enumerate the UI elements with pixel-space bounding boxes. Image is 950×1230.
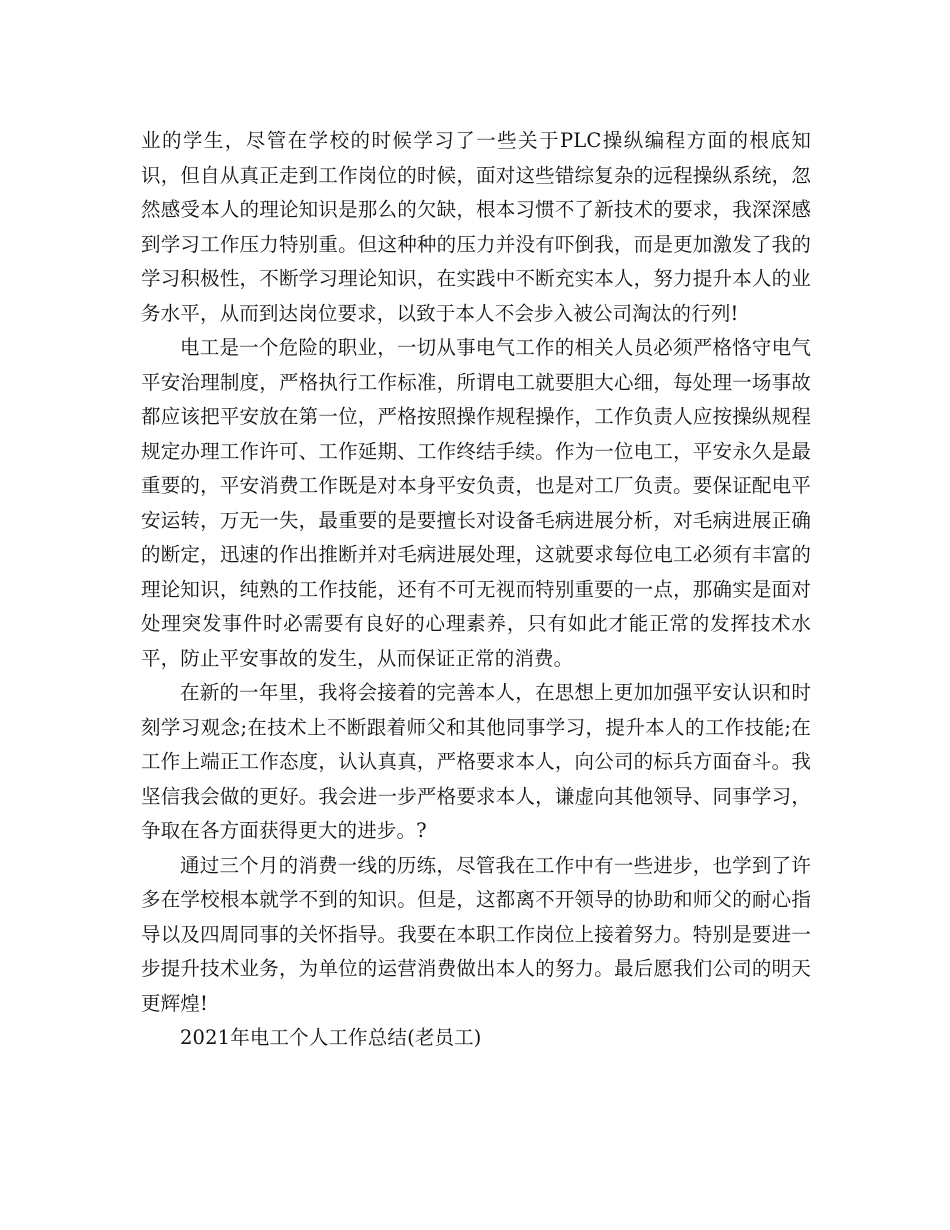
section-title: 2021年电工个人工作总结(老员工): [180, 1026, 482, 1049]
paragraph-3: 在新的一年里，我将会接着的完善本人，在思想上更加加强平安认识和时刻学习观念;在技术上不断跟着师父和其他同事学习，提升本人的工作技能;在工作上端正工作态度，认认真真，严格要求本人，向公司的标兵方面奋斗。我坚信我会做的更好。我会进一步严格要求本人，谦虚向其他领导、同事学习，争取在各方面获得更大的进步。?: [141, 681, 811, 842]
paragraph-4: 通过三个月的消费一线的历练，尽管我在工作中有一些进步，也学到了许多在学校根本就学不到的知识。但是，这都离不开领导的协助和师父的耐心指导以及四周同事的关怀指导。我要在本职工作岗位上接着努力。特别是要进一步提升技术业务，为单位的运营消费做出本人的努力。最后愿我们公司的明天更辉煌!: [141, 853, 811, 1015]
paragraph-2: 电工是一个危险的职业，一切从事电气工作的相关人员必须严格恪守电气平安治理制度，严格执行工作标准，所谓电工就要胆大心细，每处理一场事故都应该把平安放在第一位，严格按照操作规程操作，工作负责人应按操纵规程规定办理工作许可、工作延期、工作终结手续。作为一位电工，平安永久是最重要的，平安消费工作既是对本身平安负责，也是对工厂负责。要保证配电平安运转，万无一失，最重要的是要擅长对设备毛病进展分析，对毛病进展正确的断定，迅速的作出推断并对毛病进展处理，这就要求每位电工必须有丰富的理论知识，纯熟的工作技能，还有不可无视而特别重要的一点，那确实是面对处理突发事件时必需要有良好的心理素养，只有如此才能正常的发挥技术水平，防止平安事故的发生，从而保证正常的消费。: [141, 336, 811, 670]
document-body: [141, 124, 811, 1056]
paragraph-1: 业的学生，尽管在学校的时候学习了一些关于PLC操纵编程方面的根底知识，但自从真正走到工作岗位的时候，面对这些错综复杂的远程操纵系统，忽然感受本人的理论知识是那么的欠缺，根本习惯不了新技术的要求，我深深感到学习工作压力特别重。但这种种的压力并没有吓倒我，而是更加激发了我的学习积极性，不断学习理论知识，在实践中不断充实本人，努力提升本人的业务水平，从而到达岗位要求，以致于本人不会步入被公司淘汰的行列!: [141, 129, 811, 325]
